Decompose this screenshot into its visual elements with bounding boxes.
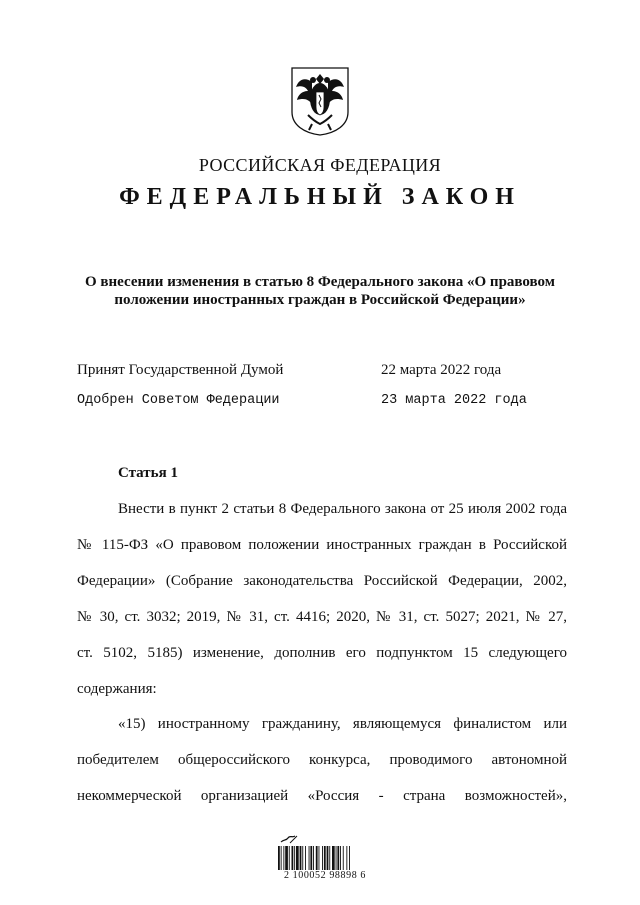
- article-text-line: «15) иностранному гражданину, являющемуся финалистом или: [118, 716, 567, 732]
- barcode-bar: [302, 846, 303, 870]
- article-text-line: Внести в пункт 2 статьи 8 Федерального закона от 25 июля 2002 года: [118, 501, 567, 517]
- barcode-bar: [309, 846, 310, 870]
- law-title: [70, 273, 570, 309]
- barcode-bar: [285, 846, 288, 870]
- barcode-bar: [349, 846, 350, 870]
- barcode-bar: [316, 846, 318, 870]
- article-text-line: некоммерческой организацией «Россия - страна возможностей»,: [77, 788, 567, 804]
- barcode-bar: [346, 846, 347, 870]
- barcode-bar: [336, 846, 337, 870]
- barcode-bar: [327, 846, 329, 870]
- council-approval-label: Одобрен Советом Федерации: [77, 393, 280, 408]
- document-type: ФЕДЕРАЛЬНЫЙ ЗАКОН: [119, 184, 521, 210]
- barcode-bar: [324, 846, 326, 870]
- article-text-line: № 115-ФЗ «О правовом положении иностранных граждан в Российской: [77, 537, 567, 553]
- article-heading: Статья 1: [118, 465, 178, 481]
- barcode-bar: [319, 846, 320, 870]
- barcode-number: 2 100052 98898 6: [283, 870, 367, 881]
- law-title-line: положении иностранных граждан в Российской Федерации»: [114, 292, 526, 308]
- barcode-bar: [313, 846, 314, 870]
- barcode-bar: [343, 846, 344, 870]
- article-text-line: № 30, ст. 3032; 2019, № 31, ст. 4416; 2020, № 31, ст. 5027; 2021, № 27,: [77, 609, 567, 625]
- barcode-bar: [340, 846, 341, 870]
- barcode-icon: [278, 846, 376, 870]
- barcode-bar: [322, 846, 323, 870]
- barcode-bar: [292, 846, 294, 870]
- barcode-bar: [278, 846, 280, 870]
- council-approval-date: 23 марта 2022 года: [381, 393, 527, 408]
- article-text-line: ст. 5102, 5185) изменение, дополнив его подпунктом 15 следующего: [77, 645, 567, 661]
- country-name: РОССИЙСКАЯ ФЕДЕРАЦИЯ: [198, 155, 442, 175]
- barcode-bar: [329, 846, 330, 870]
- barcode-bar: [300, 846, 302, 870]
- barcode-bar: [296, 846, 299, 870]
- barcode-bar: [294, 846, 295, 870]
- barcode-bar: [310, 846, 312, 870]
- duma-adoption-date: 22 марта 2022 года: [381, 362, 502, 378]
- barcode-bar: [337, 846, 339, 870]
- barcode-bar: [283, 846, 284, 870]
- article-text-line: победителем общероссийского конкурса, проводимого автономной: [77, 752, 567, 768]
- document-barcode: [270, 832, 380, 882]
- barcode-bar: [281, 846, 282, 870]
- article-text-line: содержания:: [77, 681, 157, 697]
- barcode-bar: [332, 846, 335, 870]
- barcode-bar: [289, 846, 290, 870]
- pen-mark-icon: [280, 832, 298, 844]
- barcode-bar: [305, 846, 306, 870]
- duma-adoption-label: Принят Государственной Думой: [77, 362, 284, 378]
- coat-of-arms-icon: [288, 64, 352, 136]
- article-text-line: Федерации» (Собрание законодательства Российской Федерации, 2002,: [77, 573, 567, 589]
- law-title-line: О внесении изменения в статью 8 Федерального закона «О правовом: [85, 274, 555, 290]
